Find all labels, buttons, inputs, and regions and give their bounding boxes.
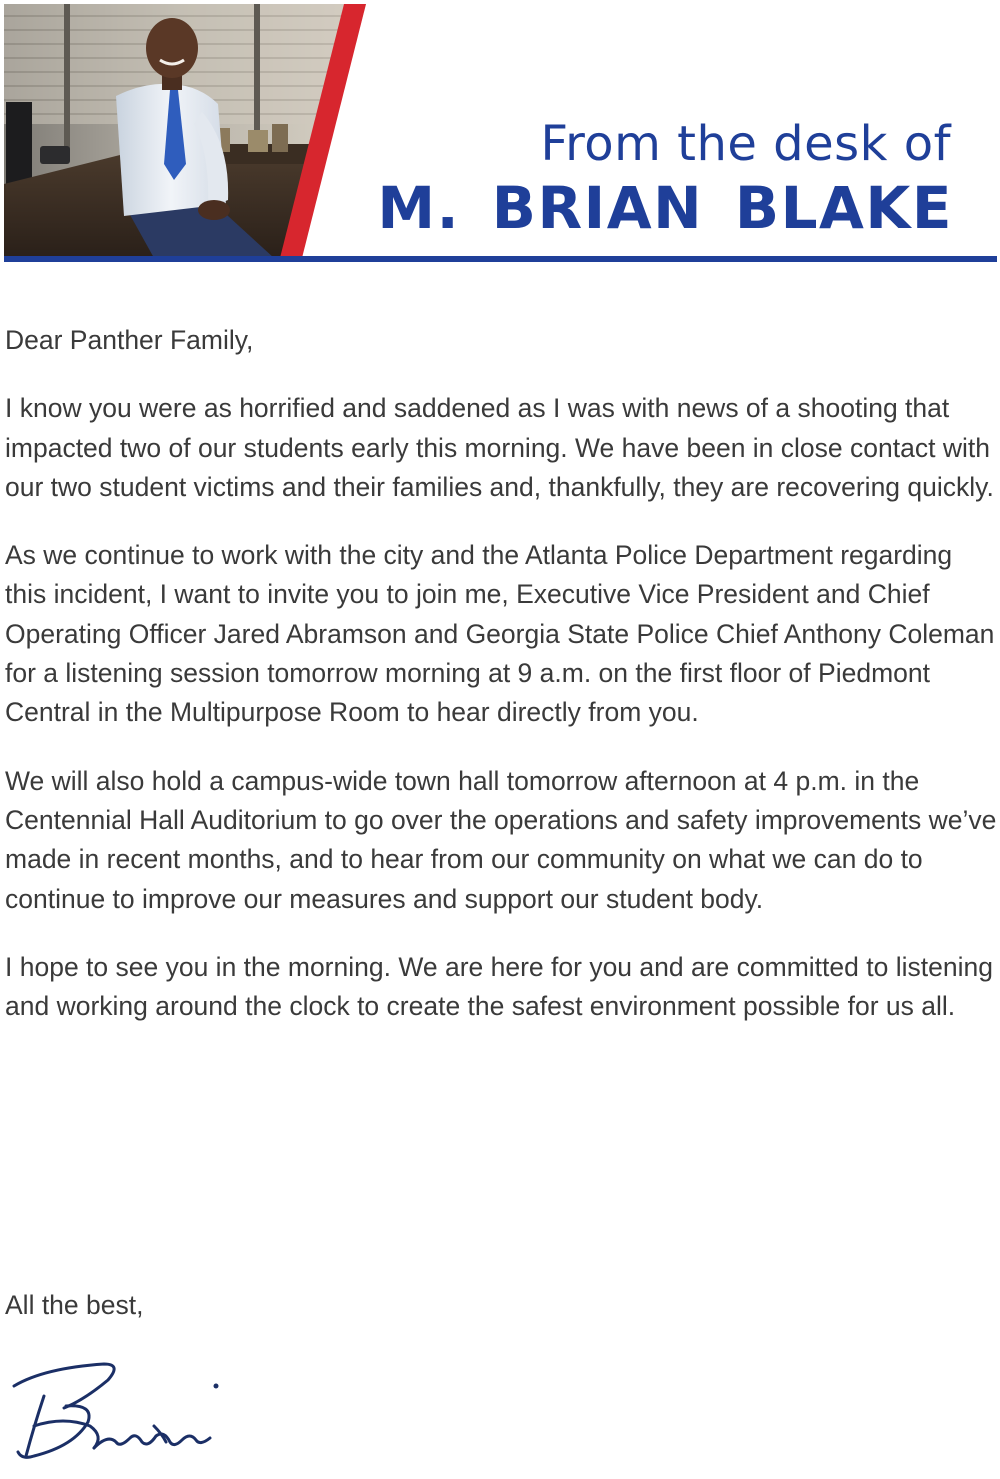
closing: All the best, xyxy=(5,1290,144,1320)
paragraph-1: I know you were as horrified and saddened as I was with news of a shooting that impacted two of our students early this morning. We have been in close contact with our two student victims and their families and, thankfully, they are recovering quickly. xyxy=(5,393,994,502)
header-divider xyxy=(4,256,997,262)
letter-body xyxy=(5,321,997,1055)
salutation: Dear Panther Family, xyxy=(5,325,254,355)
signature-image xyxy=(4,1356,224,1474)
letterhead xyxy=(4,4,997,262)
paragraph-3: We will also hold a campus-wide town hall tomorrow afternoon at 4 p.m. in the Centennial Hall Auditorium to go over the operations and safety improvements we’ve made in recent months, and to hear from our community on what we can do to continue to improve our measures and support our student body. xyxy=(5,765,997,914)
paragraph-2: As we continue to work with the city and the Atlanta Police Department regarding this incident, I want to invite you to join me, Executive Vice President and Chief Operating Officer Jared Abramson and Georgia State Police Chief Anthony Coleman for a listening session tomorrow morning at 9 a.m. on the first floor of Piedmont Central in the Multipurpose Room to hear directly from you. xyxy=(5,540,995,728)
from-the-desk-of-heading: From the desk of xyxy=(540,116,951,172)
paragraph-4: I hope to see you in the morning. We are here for you and are committed to listening and working around the clock to create the safest environment possible for us all. xyxy=(5,951,993,1022)
portrait-photo xyxy=(4,4,366,258)
sender-name-heading: M. BRIAN BLAKE xyxy=(377,174,953,242)
